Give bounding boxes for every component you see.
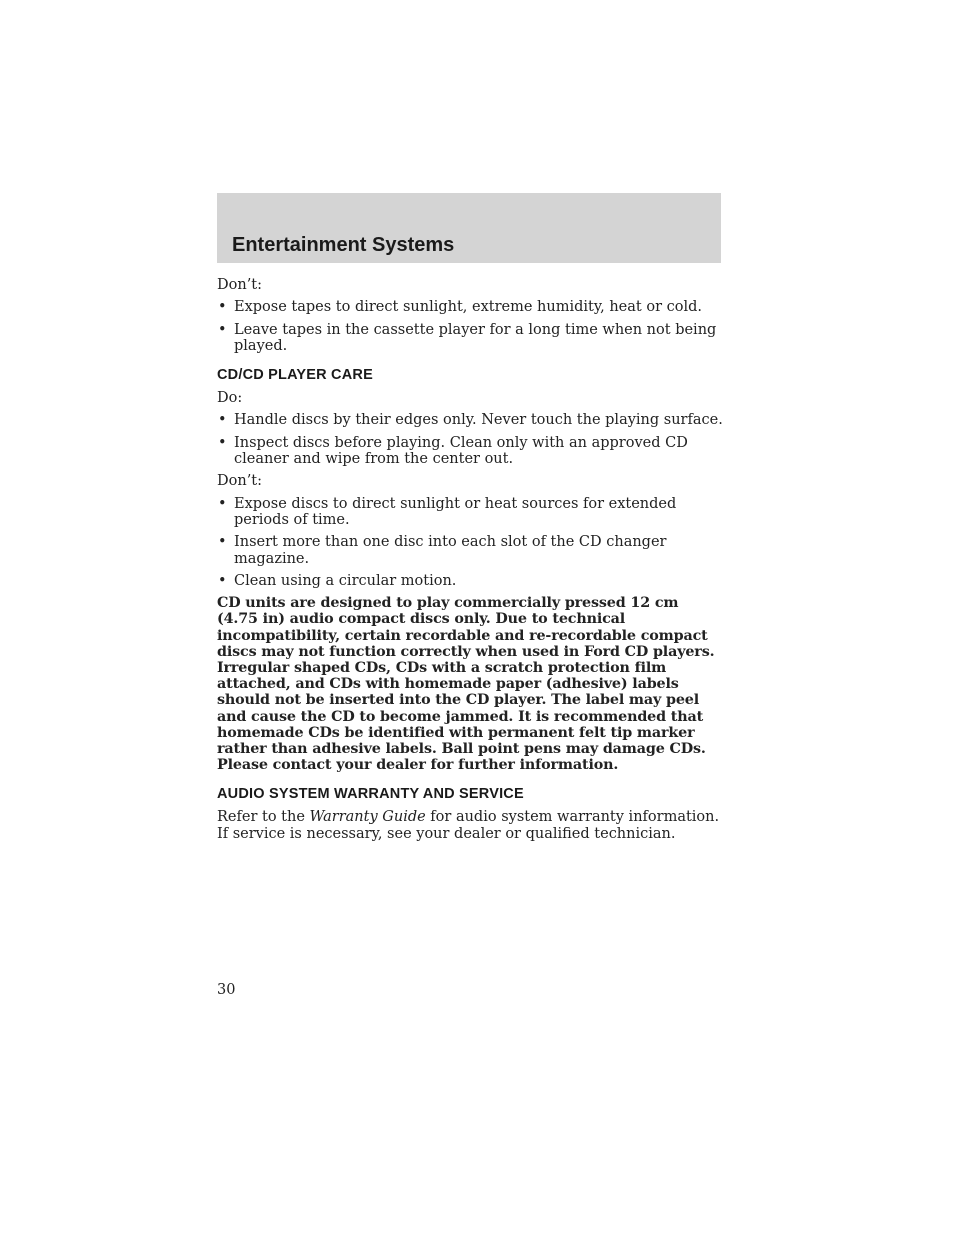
cd-compatibility-warning: CD units are designed to play commercially pressed 12 cm (4.75 in) audio compact discs only. Due to technical incompatibility, certain recordable and re-recordable compact discs may not function correctly when used in Ford CD players. Irregular shaped CDs, CDs with a scratch protection film attached, and CDs with homemade paper (adhesive) labels should not be inserted into the CD player. The label may peel and cause the CD to become jammed. It is recommended that homemade CDs be identified with permanent felt tip marker rather than adhesive labels. Ball point pens may damage CDs. Please contact your dealer for further information. <box>217 595 715 774</box>
list-item: • Insert more than one disc into each slot of the CD changer magazine. <box>218 534 667 567</box>
bullet-icon: • <box>218 299 227 316</box>
bullet-icon: • <box>218 534 227 551</box>
cd-dont-list <box>217 496 723 589</box>
warranty-paragraph: Refer to the Warranty Guide for audio system warranty information. If service is necessary, see your dealer or qualified technician. <box>217 809 720 842</box>
bullet-icon: • <box>218 412 227 429</box>
section-header-band <box>217 193 721 263</box>
page-content <box>217 277 723 842</box>
cd-do-list <box>217 412 723 467</box>
list-item: • Leave tapes in the cassette player for a long time when not being played. <box>218 321 717 354</box>
warranty-guide-title: Warranty Guide <box>309 809 426 826</box>
bullet-icon: • <box>218 321 227 338</box>
list-item: • Expose discs to direct sunlight or heat sources for extended periods of time. <box>218 495 677 528</box>
bullet-icon: • <box>218 495 227 512</box>
cd-dont-label: Don’t: <box>217 473 263 490</box>
list-item: • Expose tapes to direct sunlight, extreme humidity, heat or cold. <box>218 299 702 316</box>
warranty-heading: AUDIO SYSTEM WARRANTY AND SERVICE <box>217 786 524 803</box>
bullet-icon: • <box>218 572 227 589</box>
page-number: 30 <box>217 982 236 998</box>
tape-dont-list <box>217 299 723 354</box>
list-item: • Handle discs by their edges only. Never touch the playing surface. <box>218 412 723 429</box>
cd-do-label: Do: <box>217 390 243 407</box>
list-item: • Inspect discs before playing. Clean only with an approved CD cleaner and wipe from the center out. <box>218 434 688 468</box>
bullet-icon: • <box>218 434 227 451</box>
section-title: Entertainment Systems <box>232 234 455 256</box>
cd-care-heading: CD/CD PLAYER CARE <box>217 367 373 384</box>
list-item: • Clean using a circular motion. <box>218 572 457 589</box>
tape-dont-label: Don’t: <box>217 277 263 293</box>
